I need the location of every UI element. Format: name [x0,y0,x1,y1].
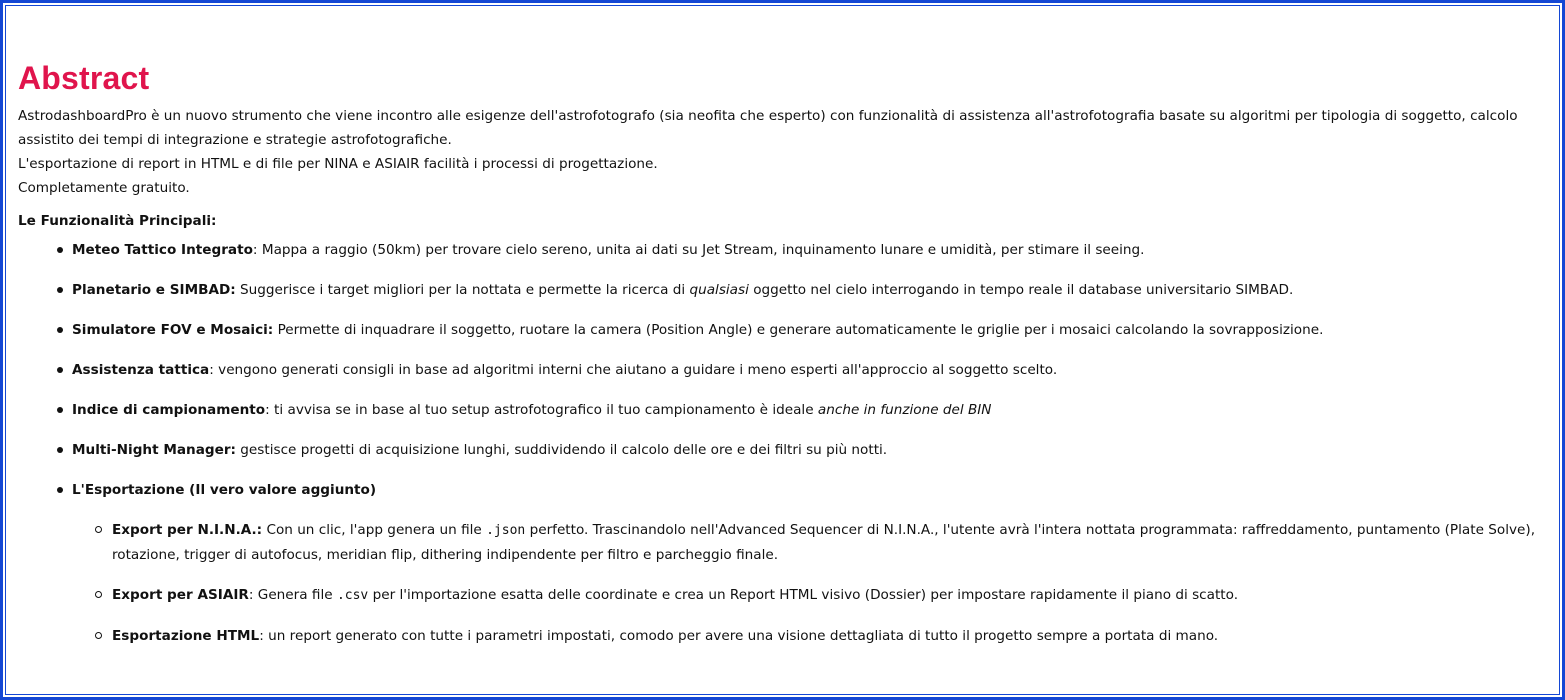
feature-meteo-text: Mappa a raggio (50km) per trovare cielo sereno, unita ai dati su Jet Stream, inquinamento lunare e umidità, per stimare il seeing. [257,242,1145,258]
export-nina-text-a: Con un clic, l'app genera un file [262,522,487,538]
export-list [72,518,1558,648]
feature-multinight-name: Multi-Night Manager: [72,442,236,458]
features-heading: Le Funzionalità Principali: [18,213,217,229]
export-asiair-sep: : [248,587,254,603]
feature-campionamento-emphasis: anche in funzione del BIN [817,402,992,418]
feature-esportazione-name: L'Esportazione (Il vero valore aggiunto) [72,482,377,498]
abstract-intro [18,104,1558,200]
export-nina [112,518,1558,567]
feature-simulatore-text: Permette di inquadrare il soggetto, ruotare la camera (Position Angle) e generare automaticamente le griglie per i mosaici calcolando la sovrapposizione. [273,322,1324,338]
export-html-text: un report generato con tutte i parametri impostati, comodo per avere una visione dettagliata di tutto il progetto sempre a portata di mano. [263,628,1219,644]
export-nina-name: Export per N.I.N.A.: [112,522,263,538]
feature-campionamento-name: Indice di campionamento [72,402,266,418]
export-html-sep: : [259,628,264,644]
feature-assistenza [72,358,1558,382]
feature-planetario-text-b: oggetto nel cielo interrogando in tempo reale il database universitario SIMBAD. [748,282,1294,298]
intro-line-2: L'esportazione di report in HTML e di file per NINA e ASIAIR facilità i processi di progettazione. [18,156,658,172]
abstract-section [18,58,1558,664]
feature-planetario [72,278,1558,302]
feature-campionamento-text: ti avvisa se in base al tuo setup astrofotografico il tuo campionamento è ideale [269,402,818,418]
feature-meteo [72,238,1558,262]
export-nina-text-b: perfetto. Trascinandolo nell'Advanced Sequencer di N.I.N.A., l'utente avrà l'intera nottata programmata: raffreddamento, puntamento (Plate Solve), rotazione, trigger di autofocus, meridian flip, dithering indipendente per filtro e parcheggio finale. [112,522,1536,563]
feature-simulatore [72,318,1558,342]
feature-assistenza-text: vengono generati consigli in base ad algoritmi interni che aiutano a guidare i meno esperti all'approccio al soggetto scelto. [213,362,1058,378]
export-asiair-text-b: per l'importazione esatta delle coordinate e crea un Report HTML visivo (Dossier) per impostare rapidamente il piano di scatto. [368,587,1239,603]
features-list [18,238,1558,648]
export-asiair-name: Export per ASIAIR [112,587,249,603]
export-asiair [112,583,1558,608]
intro-line-1: AstrodashboardPro è un nuovo strumento che viene incontro alle esigenze dell'astrofotografo (sia neofita che esperto) con funzionalità di assistenza all'astrofotografia basate su algoritmi per tipologia di soggetto, calcolo assistito dei tempi di integrazione e strategie astrofotografiche. [18,108,1518,148]
feature-simulatore-name: Simulatore FOV e Mosaici: [72,322,274,338]
feature-multinight [72,438,1558,462]
feature-multinight-text: gestisce progetti di acquisizione lunghi, suddividendo il calcolo delle ore e dei filtri su più notti. [235,442,888,458]
feature-planetario-emphasis: qualsiasi [689,282,749,298]
feature-assistenza-sep: : [209,362,214,378]
feature-campionamento [72,398,1558,422]
feature-meteo-sep: : [252,242,258,258]
export-nina-code: .json [486,523,526,538]
export-html-name: Esportazione HTML [112,628,260,644]
abstract-title: Abstract [18,60,150,96]
feature-meteo-name: Meteo Tattico Integrato [72,242,253,258]
export-html [112,624,1558,648]
feature-campionamento-sep: : [265,402,270,418]
feature-planetario-text-a: Suggerisce i target migliori per la nottata e permette la ricerca di [235,282,690,298]
export-asiair-code: .csv [336,588,369,603]
feature-planetario-name: Planetario e SIMBAD: [72,282,236,298]
export-asiair-text-a: Genera file [253,587,337,603]
feature-assistenza-name: Assistenza tattica [72,362,210,378]
intro-line-3: Completamente gratuito. [18,180,190,196]
feature-esportazione [72,478,1558,648]
